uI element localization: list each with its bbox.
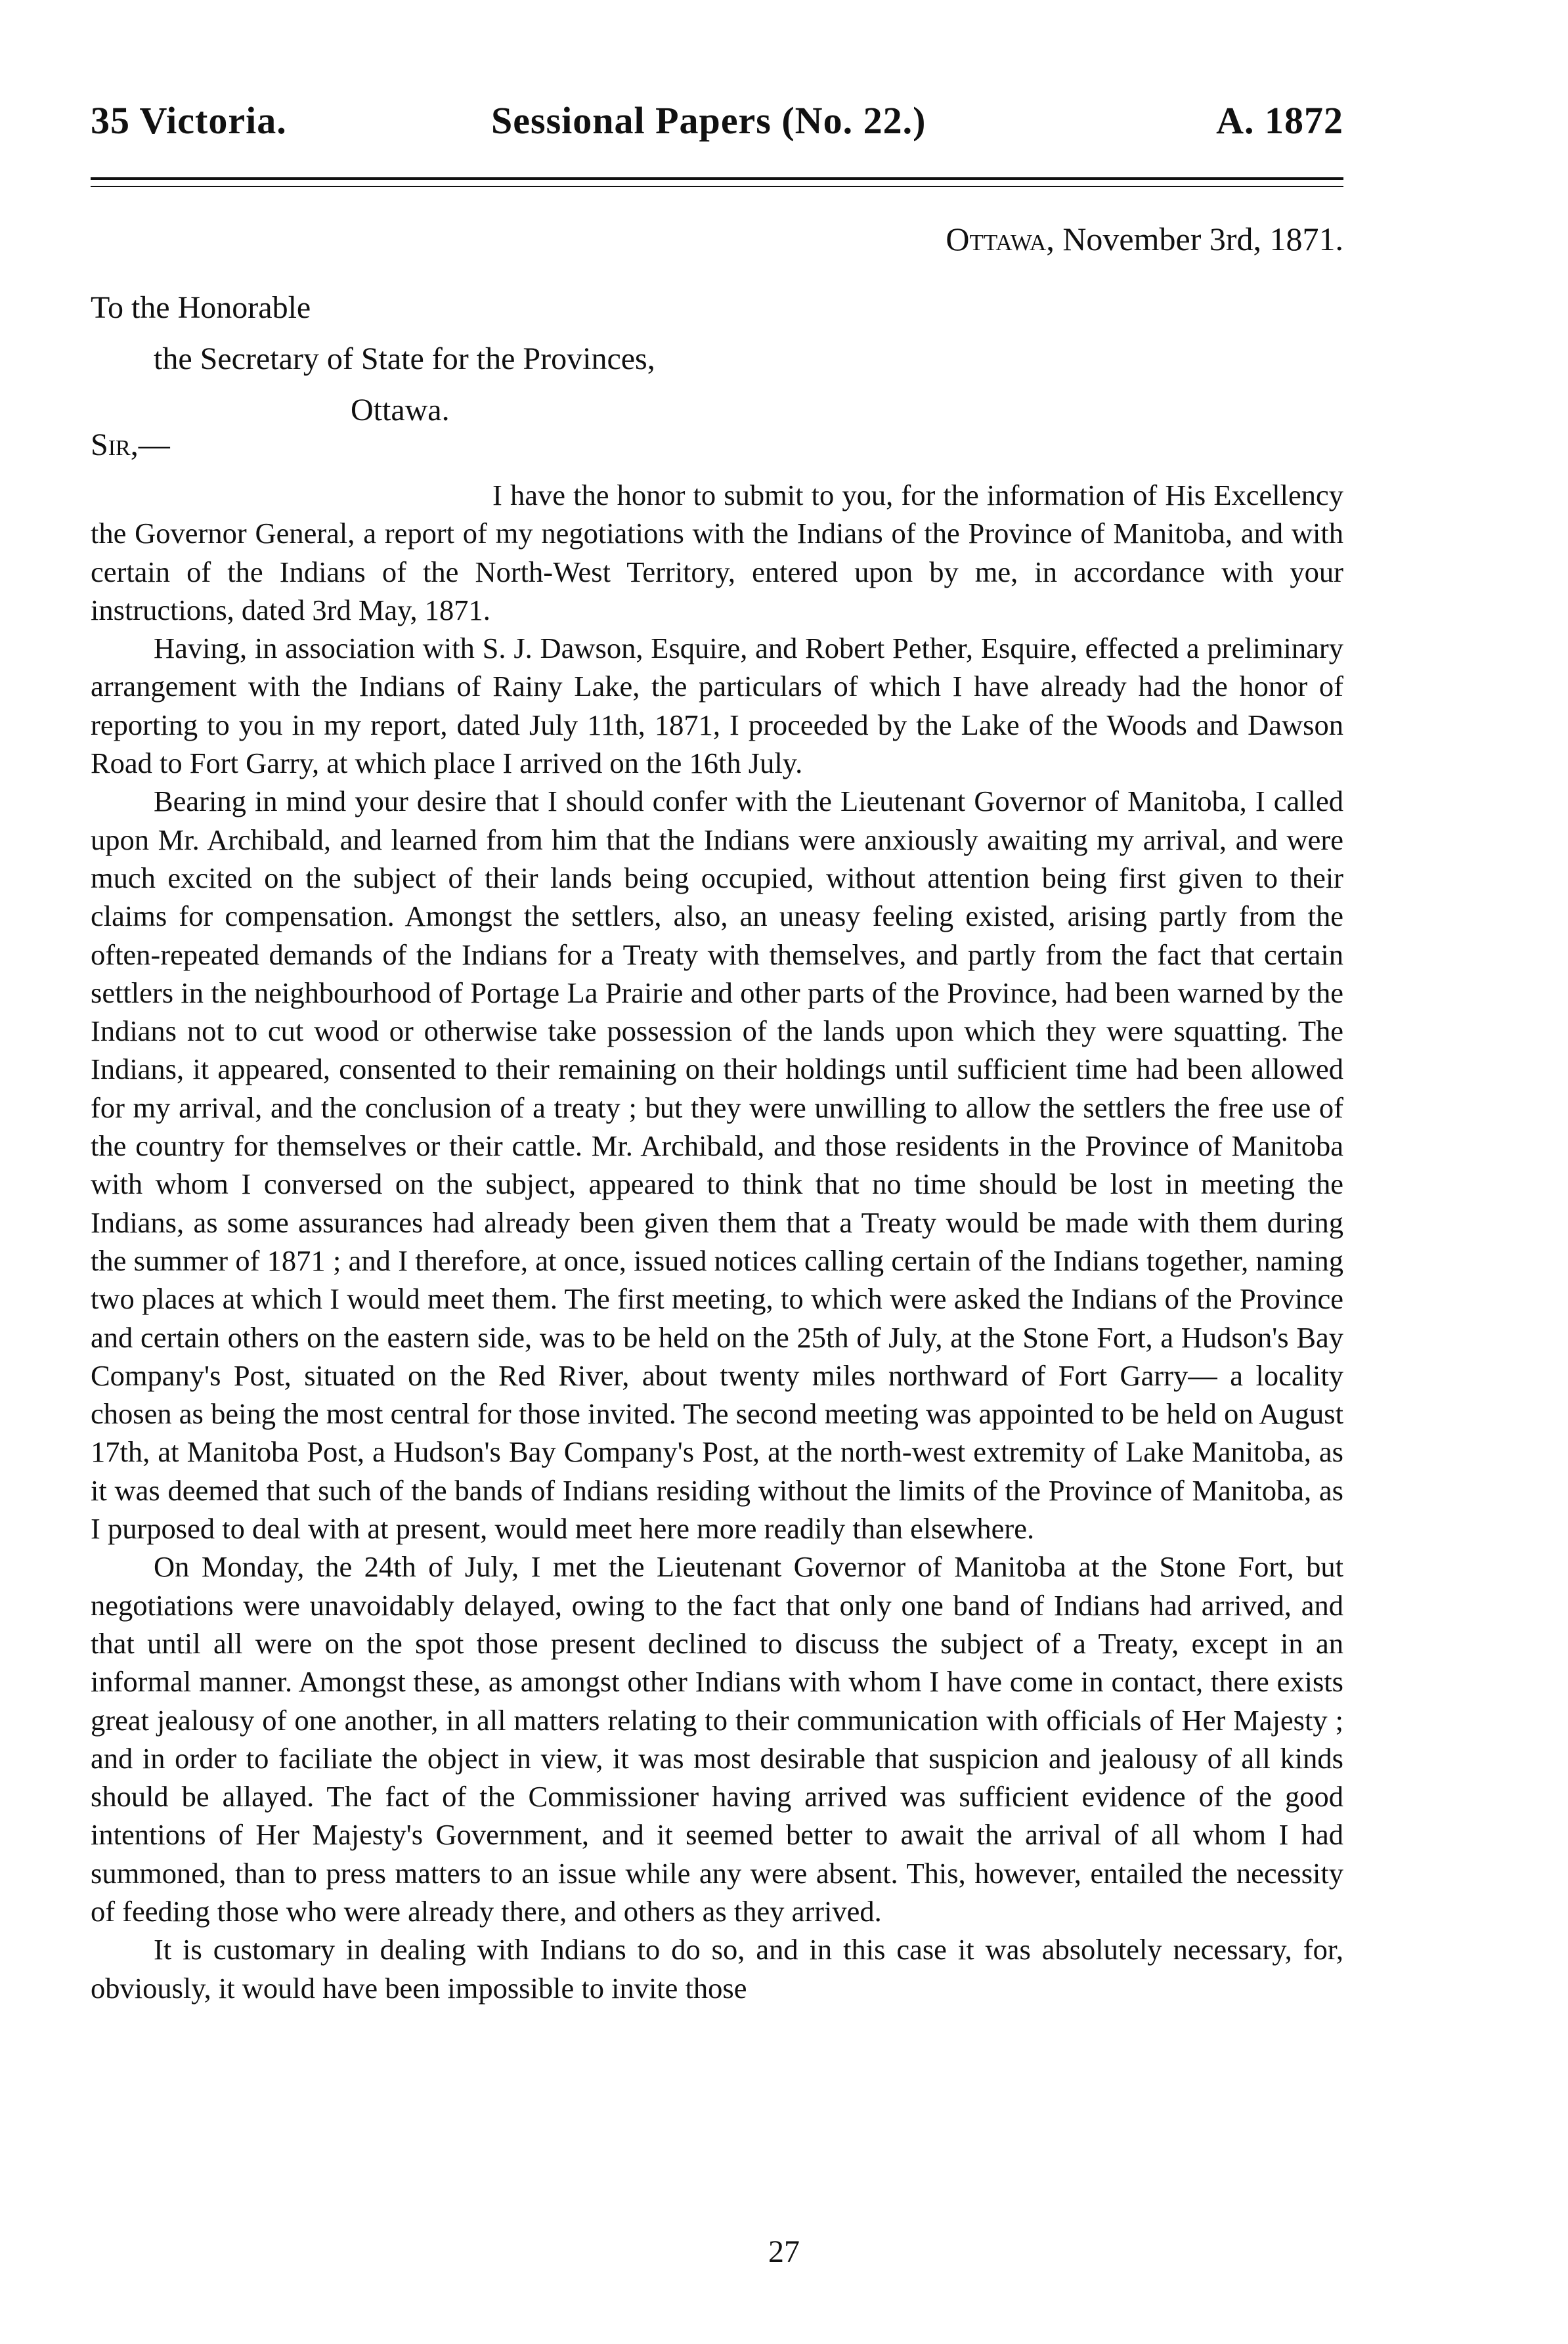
header-rule-thin	[91, 186, 1343, 187]
body-paragraph: On Monday, the 24th of July, I met the Lieutenant Governor of Manitoba at the Stone Fort, but negotiations were unavoidably delayed, owing to the fact that only one band of Indians had arrived, and that until all were on the spot those present declined to discuss the subject of a Treaty, except in an informal manner. Amongst these, as amongst other Indians with whom I have come in contact, there exists great jealousy of one another, in all matters relating to their communication with officials of Her Majesty ; and in order to faciliate the object in view, it was most desirable that suspicion and jealousy of all kinds should be allayed. The fact of the Commissioner having arrived was sufficient evidence of the good intentions of Her Majesty's Government, and it seemed better to await the arrival of all whom I had summoned, than to press matters to an issue while any were absent. This, however, entailed the necessity of feeding those who were already there, and others as they arrived.	[91, 1550, 1343, 1928]
letter-salutation: Sir,—	[91, 427, 170, 462]
body-paragraph: Bearing in mind your desire that I should confer with the Lieutenant Governor of Manitoba, I called upon Mr. Archibald, and learned from him that the Indians were anxiously awaiting my arrival, and were much excited on the subject of their lands being occupied, without attention being first given to their claims for compensation. Amongst the settlers, also, an uneasy feeling existed, arising partly from the often-repeated demands of the Indians for a Treaty with themselves, and partly from the fact that certain settlers in the neighbourhood of Portage La Prairie and other parts of the Province, had been warned by the Indians not to cut wood or otherwise take possession of the lands upon which they were squatting. The Indians, it appeared, consented to their remaining on their holdings until sufficient time had been allowed for my arrival, and the conclusion of a treaty ; but they were unwilling to allow the settlers the free use of the country for themselves or their cattle. Mr. Archibald, and those residents in the Province of Manitoba with whom I conversed on the subject, appeared to think that no time should be lost in meeting the Indians, as some assurances had already been given them that a Treaty would be made with them during the summer of 1871 ; and I therefore, at once, issued notices calling certain of the Indians together, naming two places at which I would meet them. The first meeting, to which were asked the Indians of the Province and certain others on the eastern side, was to be held on the 25th of July, at the Stone Fort, a Hudson's Bay Company's Post, situated on the Red River, about twenty miles northward of Fort Garry— a locality chosen as being the most central for those invited. The second meeting was appointed to be held on August 17th, at Manitoba Post, a Hudson's Bay Company's Post, at the north-west extremity of Lake Manitoba, as it was deemed that such of the bands of Indians residing without the limits of the Province of Manitoba, as I purposed to deal with at present, would meet here more readily than elsewhere.	[91, 785, 1343, 1546]
addressee-line: To the Honorable	[91, 290, 311, 325]
running-head	[91, 98, 1343, 151]
body-paragraph: It is customary in dealing with Indians to do so, and in this case it was absolutely necessary, for, obviously, it would have been impossible to invite those	[91, 1933, 1343, 2005]
header-year: A. 1872	[1216, 99, 1343, 142]
letter-addressee	[91, 282, 655, 436]
dateline-place: Ottawa	[946, 221, 1047, 257]
letter-dateline	[946, 220, 1343, 258]
addressee-line: Ottawa.	[351, 393, 450, 427]
header-regnal-year: 35 Victoria.	[91, 99, 287, 142]
body-paragraph: I have the honor to submit to you, for the information of His Excellency the Governor General, a report of my negotiations with the Indians of the Province of Manitoba, and with certain of the Indians of the North-West Territory, entered upon by me, in accordance with your instructions, dated 3rd May, 1871.	[91, 479, 1343, 626]
page-number: 27	[768, 2234, 800, 2269]
header-rule-thick	[91, 177, 1343, 180]
header-publication-title: Sessional Papers (No. 22.)	[491, 99, 926, 142]
addressee-line: the Secretary of State for the Provinces,	[154, 341, 655, 376]
dateline-date: , November 3rd, 1871.	[1046, 221, 1343, 257]
body-paragraph: Having, in association with S. J. Dawson, Esquire, and Robert Pether, Esquire, effected a preliminary arrangement with the Indians of Rainy Lake, the particulars of which I have already had the honor of reporting to you in my report, dated July 11th, 1871, I proceeded by the Lake of the Woods and Dawson Road to Fort Garry, at which place I arrived on the 16th July.	[91, 632, 1343, 780]
letter-body	[91, 476, 1343, 2007]
